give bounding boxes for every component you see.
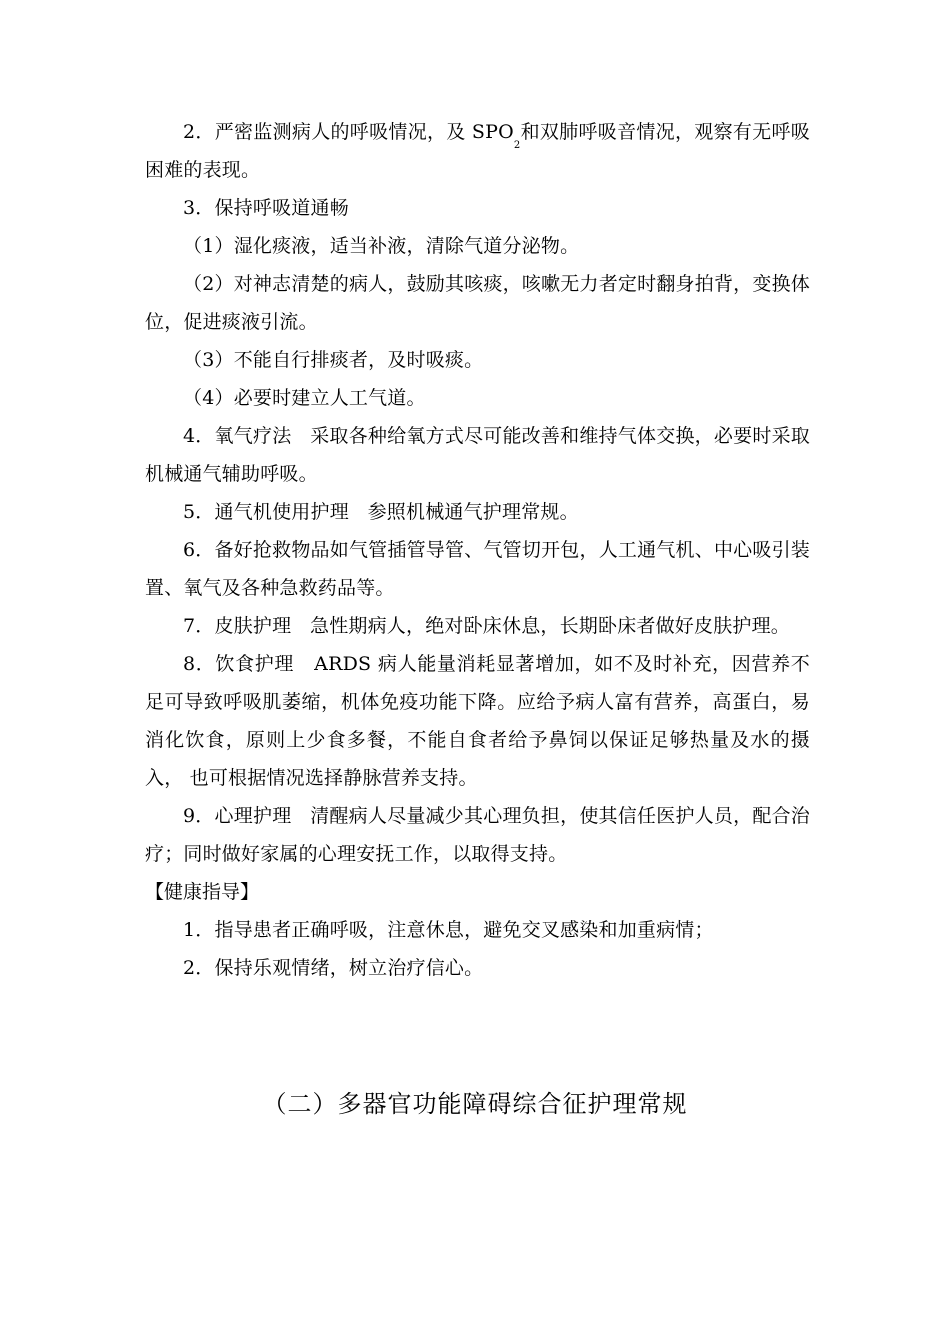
nursing-item-3-2: （2）对神志清楚的病人，鼓励其咳痰，咳嗽无力者定时翻身拍背，变换体位，促进痰液引流。 bbox=[145, 273, 810, 333]
nursing-item-3-3: （3）不能自行排痰者，及时吸痰。 bbox=[183, 349, 484, 371]
health-item-1: 1．指导患者正确呼吸，注意休息，避免交叉感染和加重病情； bbox=[183, 919, 714, 941]
nursing-item-5: 5．通气机使用护理 参照机械通气护理常规。 bbox=[183, 501, 579, 523]
item2-subscript: 2 bbox=[513, 140, 521, 151]
nursing-item-2 bbox=[145, 113, 810, 189]
health-item-2: 2．保持乐观情绪，树立治疗信心。 bbox=[183, 957, 484, 979]
item2-text-after: 和双肺呼吸音情况，观察有无呼吸困难的表现。 bbox=[145, 121, 810, 181]
health-guidance-heading: 【健康指导】 bbox=[145, 881, 260, 903]
document-body bbox=[145, 113, 810, 987]
nursing-item-3-4: （4）必要时建立人工气道。 bbox=[183, 387, 426, 409]
item2-text-before: 2．严密监测病人的呼吸情况，及 SPO bbox=[183, 121, 514, 143]
nursing-item-3-1: （1）湿化痰液，适当补液，清除气道分泌物。 bbox=[183, 235, 580, 257]
nursing-item-8: 8．饮食护理 ARDS 病人能量消耗显著增加，如不及时补充，因营养不足可导致呼吸肌萎缩，机体免疫功能下降。应给予病人富有营养，高蛋白，易消化饮食，原则上少食多餐，不能自食者给予鼻饲以保证足够热量及水的摄入， 也可根据情况选择静脉营养支持。 bbox=[145, 653, 810, 789]
nursing-item-4: 4．氧气疗法 采取各种给氧方式尽可能改善和维持气体交换，必要时采取机械通气辅助呼吸。 bbox=[145, 425, 810, 485]
nursing-item-9: 9．心理护理 清醒病人尽量减少其心理负担，使其信任医护人员，配合治疗；同时做好家属的心理安抚工作，以取得支持。 bbox=[145, 805, 810, 865]
nursing-item-6: 6．备好抢救物品如气管插管导管、气管切开包，人工通气机、中心吸引装置、氧气及各种急救药品等。 bbox=[145, 539, 810, 599]
section-title: （二）多器官功能障碍综合征护理常规 bbox=[262, 1090, 688, 1118]
nursing-item-7: 7．皮肤护理 急性期病人，绝对卧床休息，长期卧床者做好皮肤护理。 bbox=[183, 615, 791, 637]
nursing-item-3: 3．保持呼吸道通畅 bbox=[183, 197, 349, 219]
